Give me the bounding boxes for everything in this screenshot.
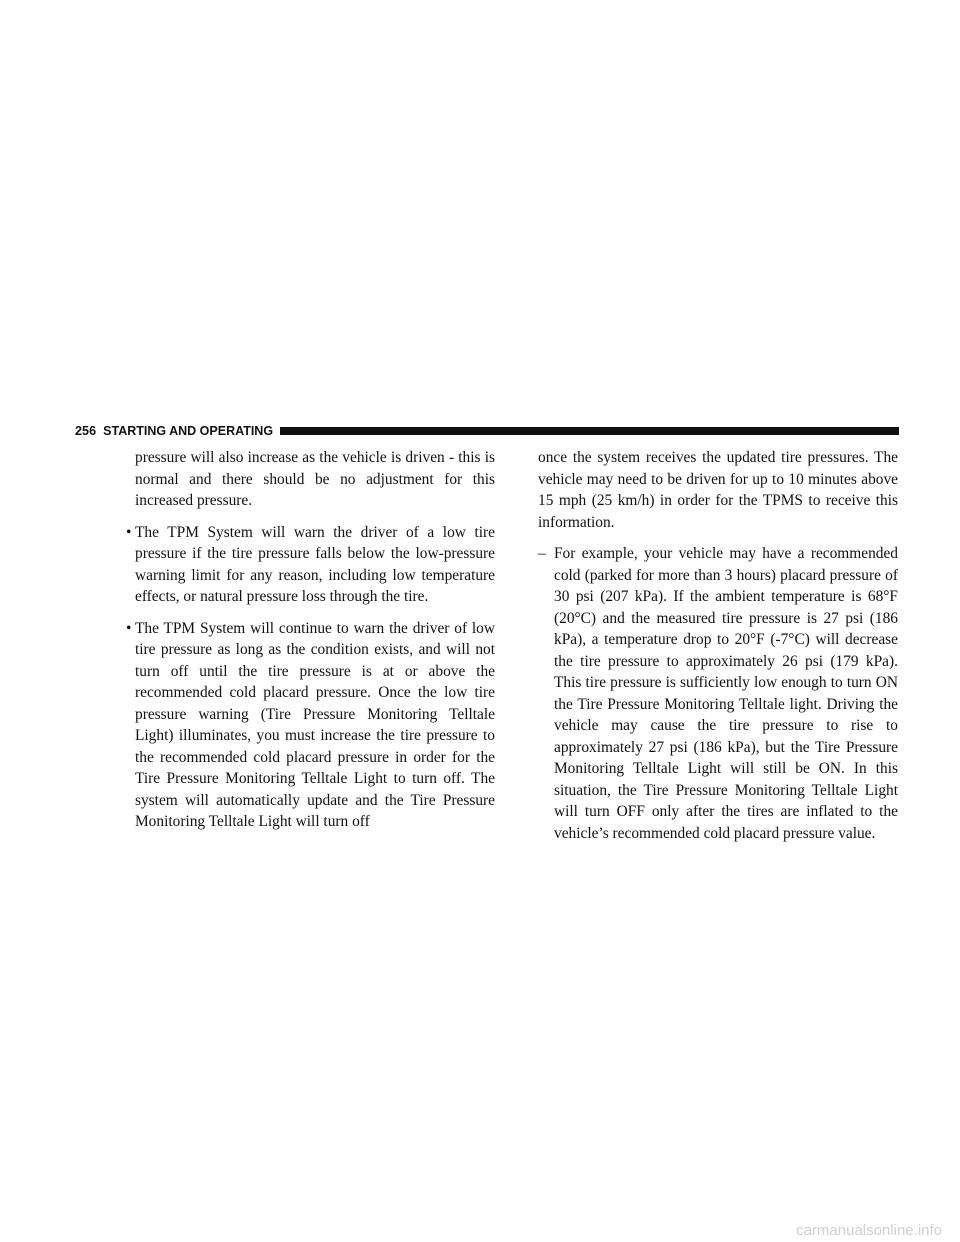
bullet-icon: •	[126, 619, 132, 637]
dash-icon: –	[538, 545, 546, 562]
bullet-icon: •	[126, 523, 132, 541]
bullet-text: The TPM System will warn the driver of a low tire pressure if the tire pressure falls below the low-pressure warning limit for any reason, including low temperature effects, or natural pressure loss through the tire.	[135, 523, 495, 605]
right-column	[538, 447, 898, 844]
page-header	[75, 424, 899, 438]
example-text: For example, your vehicle may have a recommended cold (parked for more than 3 hours) placard pressure of 30 psi (207 kPa). If the ambient temperature is 68°F (20°C) and the measured tire pressure is 27 psi (186 kPa), a temperature drop to 20°F (-7°C) will decrease the tire pressure to approximately 26 psi (179 kPa). This tire pressure is sufficiently low enough to turn ON the Tire Pressure Monitoring Telltale light. Driving the vehicle may cause the tire pressure to rise to approximately 27 psi (186 kPa), but the Tire Pressure Monitoring Telltale Light will still be ON. In this situation, the Tire Pressure Monitoring Telltale Light will turn OFF only after the tires are inflated to the vehicle’s recommended cold placard pressure value.	[554, 545, 898, 842]
left-column	[126, 447, 495, 833]
continuation-paragraph: pressure will also increase as the vehicle is driven - this is normal and there should be no adjustment for this increased pressure.	[135, 449, 495, 509]
bullet-item	[126, 522, 495, 608]
bullet-item	[126, 618, 495, 833]
example-item	[538, 543, 898, 844]
page-number: 256	[75, 424, 97, 438]
section-title: STARTING AND OPERATING	[103, 424, 274, 438]
continuation-paragraph: once the system receives the updated tire pressures. The vehicle may need to be driven for up to 10 minutes above 15 mph (25 km/h) in order for the TPMS to receive this information.	[538, 449, 898, 531]
header-rule	[280, 427, 899, 435]
watermark-text: carmanualsonline.info	[796, 1222, 942, 1239]
bullet-text: The TPM System will continue to warn the driver of low tire pressure as long as the condition exists, and will not turn off until the tire pressure is at or above the recommended cold placard pressure. Once the low tire pressure warning (Tire Pressure Monitoring Telltale Light) illuminates, you must increase the tire pressure to the recommended cold placard pressure in order for the Tire Pressure Monitoring Telltale Light to turn off. The system will automatically update and the Tire Pressure Monitoring Telltale Light will turn off	[135, 619, 495, 830]
